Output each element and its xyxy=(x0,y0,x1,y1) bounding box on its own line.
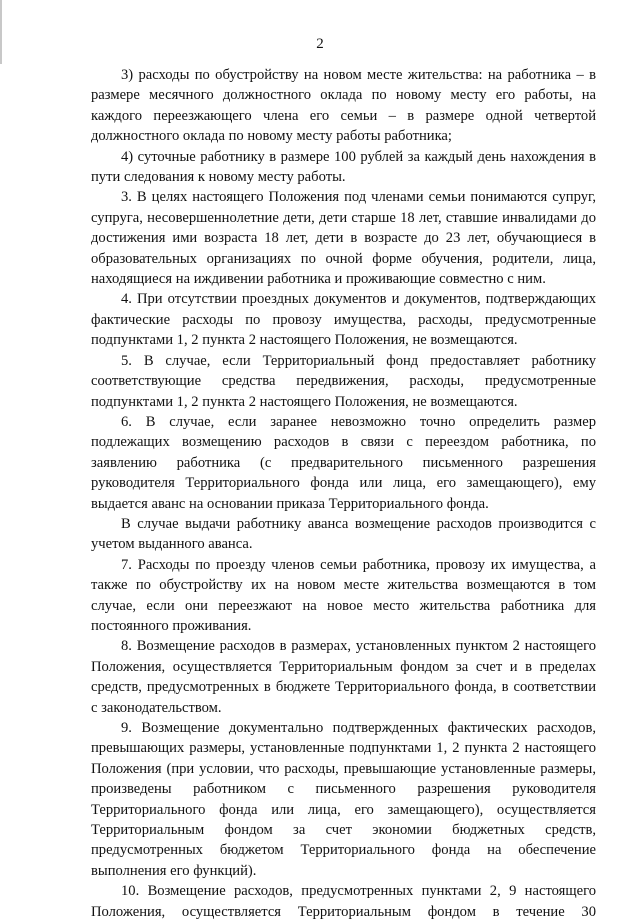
paragraph: 4) суточные работнику в размере 100 рублей за каждый день нахождения в пути следования к новому месту работы. xyxy=(91,148,596,186)
document-body xyxy=(91,65,596,922)
paragraph: 3) расходы по обустройству на новом месте жительства: на работника – в размере месячного должностного оклада по новому месту его работы, на каждого переезжающего члена его семьи – в размере одной четвертой должностного оклада по новому месту работы работника; xyxy=(91,67,596,145)
paragraph: 3. В целях настоящего Положения под членами семьи понимаются супруг, супруга, несовершеннолетние дети, дети старше 18 лет, ставшие инвалидами до достижения ими возраста 18 лет, дети в возрасте до 23 лет, обучающиеся в образовательных организациях по очной форме обучения, родители, лица, находящиеся на иждивении работника и проживающие совместно с ним. xyxy=(91,189,596,288)
paragraph: 7. Расходы по проезду членов семьи работника, провозу их имущества, а также по обустройству их на новом месте жительства возмещаются в том случае, если они переезжают на новое место жительства работника для постоянного проживания. xyxy=(91,556,596,634)
paragraph: 10. Возмещение расходов, предусмотренных пунктами 2, 9 настоящего Положения, осуществляется Территориальным фондом в течение 30 xyxy=(91,883,596,920)
paragraph: 8. Возмещение расходов в размерах, установленных пунктом 2 настоящего Положения, осуществляется Территориальным фондом за счет и в пределах средств, предусмотренных в бюджете Территориального фонда, в соответствии с законодательством. xyxy=(91,638,596,716)
paragraph: 9. Возмещение документально подтвержденных фактических расходов, превышающих размеры, установленные подпунктами 1, 2 пункта 2 настоящего Положения (при условии, что расходы, превышающие установленные размеры, произведены работником с письменного разрешения руководителя Территориального фонда или лица, его замещающего), осуществляется Территориальным фондом за счет экономии бюджетных средств, предусмотренных бюджетом Территориального фонда на обеспечение выполнения его функций). xyxy=(91,720,596,879)
paragraph: 5. В случае, если Территориальный фонд предоставляет работнику соответствующие средства передвижения, расходы, предусмотренные подпунктами 1, 2 пункта 2 настоящего Положения, не возмещаются. xyxy=(91,352,596,410)
paragraph: 4. При отсутствии проездных документов и документов, подтверждающих фактические расходы по провозу имущества, расходы, предусмотренные подпунктами 1, 2 пункта 2 настоящего Положения, не возмещаются. xyxy=(91,291,596,349)
scan-edge-mark xyxy=(0,0,2,64)
paragraph: 6. В случае, если заранее невозможно точно определить размер подлежащих возмещению расходов в связи с переездом работника, по заявлению работника (с предварительного письменного разрешения руководителя Территориального фонда или лица, его замещающего), ему выдается аванс на основании приказа Территориального фонда. xyxy=(91,413,596,512)
paragraph: В случае выдачи работнику аванса возмещение расходов производится с учетом выданного аванса. xyxy=(91,515,596,553)
page-number: 2 xyxy=(316,36,324,52)
